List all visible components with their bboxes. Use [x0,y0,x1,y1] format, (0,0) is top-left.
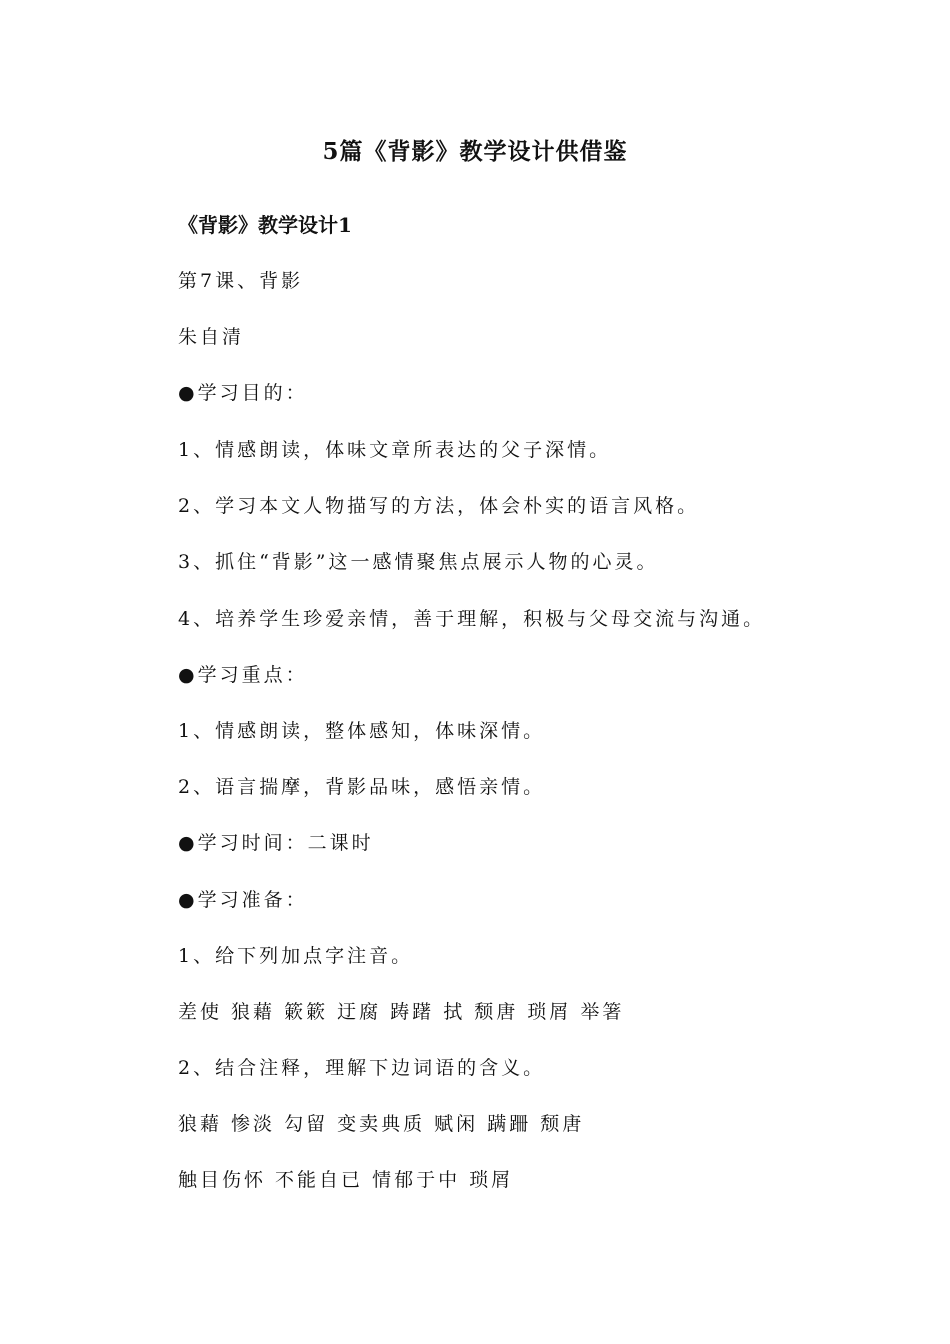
preparation-item: 1、给下列加点字注音。 [178,945,414,967]
objective-item: 1、情感朗读，体味文章所表达的父子深情。 [178,439,612,461]
lesson-title: 第7课、背影 [178,270,304,292]
section-heading: 《背影》教学设计1 [178,213,352,237]
vocabulary-list: 差使 狼藉 簌簌 迂腐 踌躇 拭 颓唐 琐屑 举箸 [178,1001,625,1023]
preparation-heading: ●学习准备： [178,889,308,911]
author-name: 朱自清 [178,326,245,348]
vocabulary-list: 触目伤怀 不能自已 情郁于中 琐屑 [178,1169,514,1191]
objectives-heading: ●学习目的： [178,382,308,404]
objective-item: 2、学习本文人物描写的方法，体会朴实的语言风格。 [178,495,700,517]
objective-item: 4、培养学生珍爱亲情，善于理解，积极与父母交流与沟通。 [178,608,766,630]
study-time: ●学习时间：二课时 [178,832,374,854]
preparation-item: 2、结合注释，理解下边词语的含义。 [178,1057,546,1079]
key-point-item: 2、语言揣摩，背影品味，感悟亲情。 [178,776,546,798]
objective-item: 3、抓住“背影”这一感情聚焦点展示人物的心灵。 [178,551,659,573]
document-title: 5篇《背影》教学设计供借鉴 [322,138,628,165]
key-points-heading: ●学习重点： [178,664,308,686]
key-point-item: 1、情感朗读，整体感知，体味深情。 [178,720,546,742]
vocabulary-list: 狼藉 惨淡 勾留 变卖典质 赋闲 蹒跚 颓唐 [178,1113,585,1135]
